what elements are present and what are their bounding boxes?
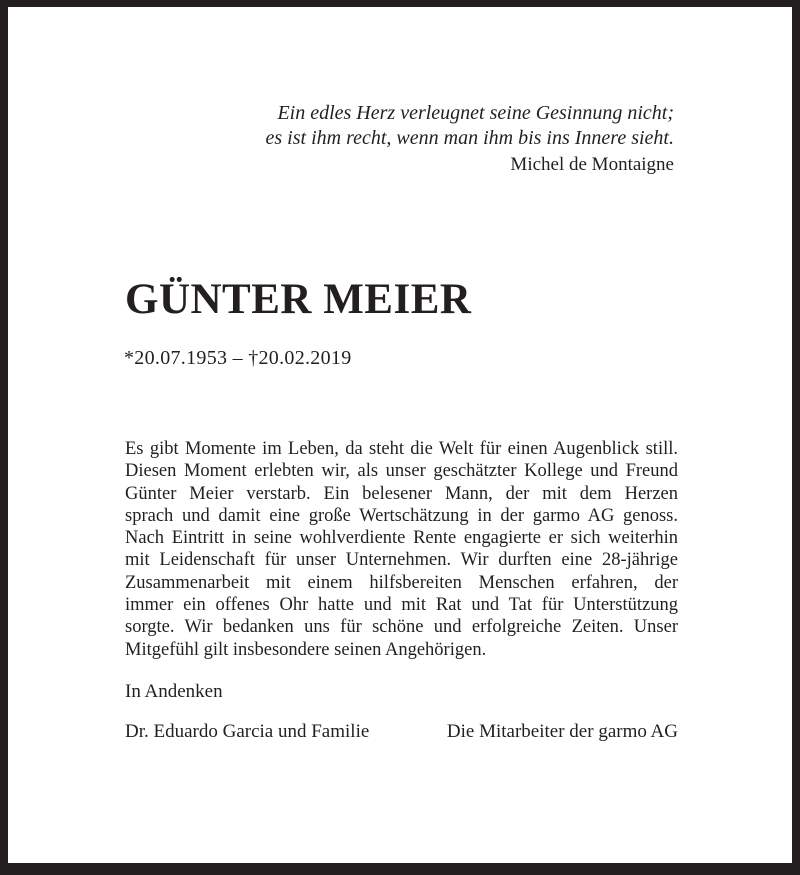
signature-company: Die Mitarbeiter der garmo AG bbox=[446, 721, 678, 742]
obituary-body-line: mit Leidenschaft für unser Unternehmen. Wir durften eine 28-jährige bbox=[125, 550, 678, 571]
obituary-body-line: Zusammenarbeit mit einem hilfsbereiten Menschen erfahren, der bbox=[125, 572, 678, 593]
obituary-body-line: immer ein offenes Ohr hatte und mit Rat und Tat für Unterstützung bbox=[125, 595, 678, 616]
obituary-body-line: Mitgefühl gilt insbesondere seinen Angehörigen. bbox=[125, 639, 487, 660]
obituary-body-line: Diesen Moment erlebten wir, als unser geschätzter Kollege und Freund bbox=[125, 461, 678, 482]
signature-family: Dr. Eduardo Garcia und Familie bbox=[125, 721, 370, 742]
epigraph bbox=[266, 101, 674, 177]
obituary-body-line: Nach Eintritt in seine wohlverdiente Rente engagierte er sich weiterhin bbox=[125, 528, 678, 549]
closing-line: In Andenken bbox=[125, 681, 223, 702]
obituary-body-line: sprach und damit eine große Wertschätzung in der garmo AG genoss. bbox=[125, 505, 678, 526]
obituary-body bbox=[125, 438, 678, 661]
obituary-body-line: Es gibt Momente im Leben, da steht die Welt für einen Augenblick still. bbox=[125, 439, 678, 459]
epigraph-attribution: Michel de Montaigne bbox=[510, 154, 674, 175]
obituary-body-line: Günter Meier verstarb. Ein belesener Mann, der mit dem Herzen bbox=[125, 483, 678, 504]
obituary-body-line: sorgte. Wir bedanken uns für schöne und erfolgreiche Zeiten. Unser bbox=[125, 617, 678, 638]
deceased-name: GÜNTER MEIER bbox=[125, 276, 472, 323]
signature-row bbox=[125, 721, 678, 743]
epigraph-line: es ist ihm recht, wenn man ihm bis ins Innere sieht. bbox=[265, 127, 674, 149]
epigraph-line: Ein edles Herz verleugnet seine Gesinnung nicht; bbox=[277, 102, 674, 124]
life-dates: *20.07.1953 – †20.02.2019 bbox=[124, 347, 352, 369]
